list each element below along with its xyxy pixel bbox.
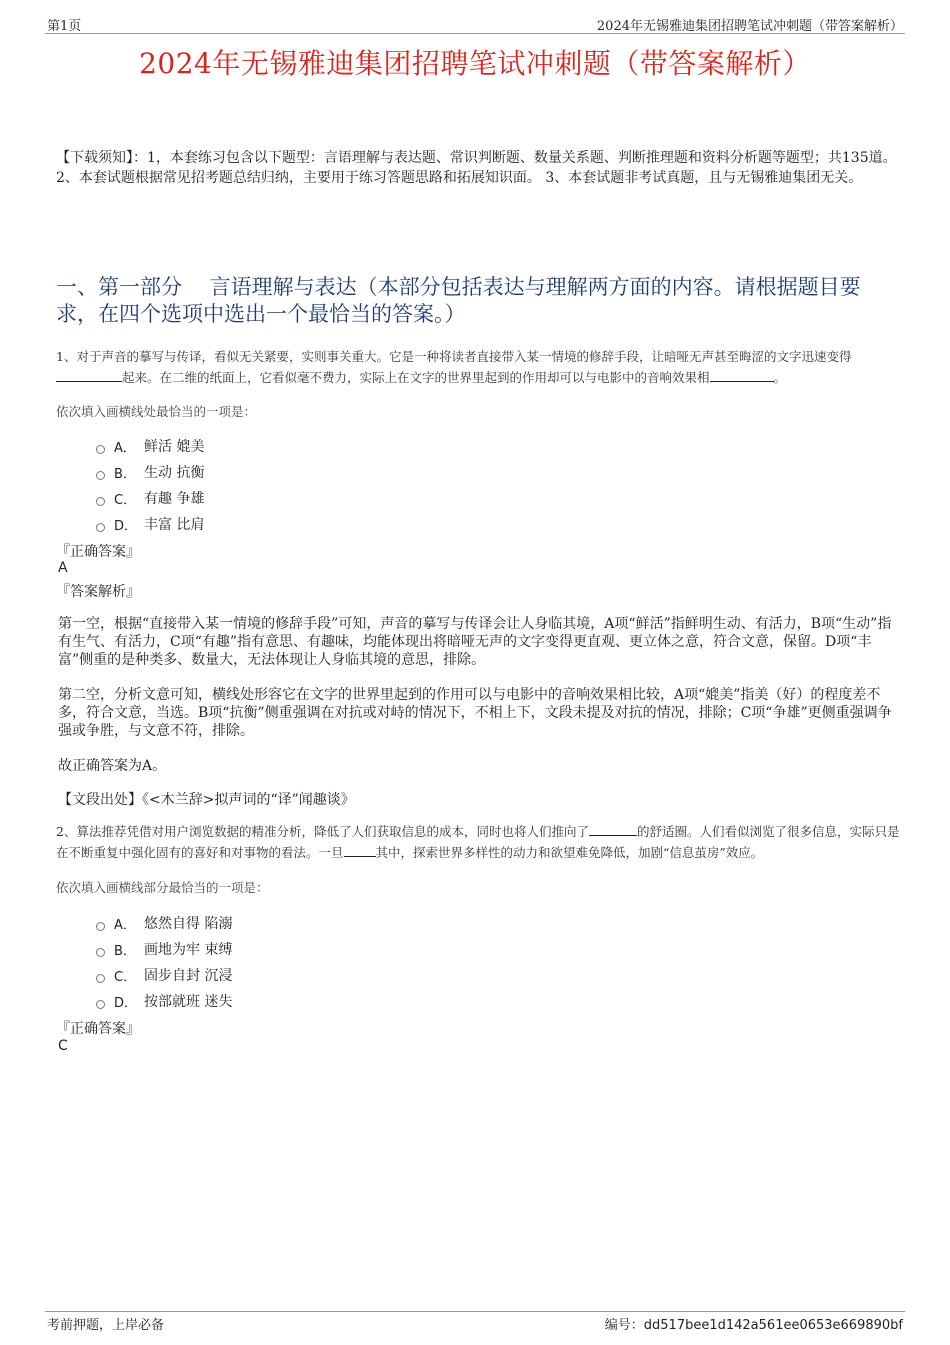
option-a[interactable] [96, 910, 232, 936]
option-text: 按部就班 迷失 [144, 994, 233, 1010]
question-2-options [96, 910, 232, 1014]
option-letter: B． [114, 943, 136, 959]
radio-icon[interactable] [96, 922, 105, 931]
footer-code [605, 1314, 903, 1333]
blank-line [56, 367, 122, 382]
option-text: 有趣 争雄 [144, 491, 205, 507]
analysis-label: 『答案解析』 [56, 584, 140, 600]
option-letter: D． [114, 518, 138, 534]
radio-icon[interactable] [96, 1000, 105, 1009]
option-letter: A． [114, 917, 136, 933]
option-text: 画地为牢 束缚 [144, 942, 233, 958]
question-1-text-a: 1、对于声音的摹写与传译，看似无关紧要，实则事关重大。它是一种将读者直接带入某一情境的修辞手段，让暗哑无声甚至晦涩的文字迅速变得 [56, 349, 852, 364]
analysis-paragraph-2: 第二空，分析文意可知，横线处形容它在文字的世界里起到的作用可以与电影中的音响效果相比较，A项“媲美”指美（好）的程度差不多，符合文意，当选。B项“抗衡”侧重强调在对抗或对峙的情况下，不相上下，文段未提及对抗的情况，排除；C项“争雄”更侧重强调争强或争胜，与文意不符，排除。 [58, 687, 892, 739]
answer-value: A [58, 560, 68, 576]
radio-icon[interactable] [96, 948, 105, 957]
question-2-prompt: 依次填入画横线部分最恰当的一项是： [56, 880, 269, 895]
question-1-options [96, 433, 204, 537]
header-page-number: 第1页 [47, 19, 82, 34]
blank-line [710, 367, 774, 382]
option-letter: A． [114, 440, 136, 456]
question-2-text-b: 的舒适圈。人们看似浏览了很多信息，实际只是在不断重复中强化固有的喜好和对事物的看法。一旦 [56, 824, 900, 860]
footer-slogan: 考前押题，上岸必备 [47, 1318, 165, 1333]
radio-icon[interactable] [96, 471, 105, 480]
option-a[interactable] [96, 433, 204, 459]
option-text: 鲜活 媲美 [144, 439, 205, 455]
option-text: 固步自封 沉浸 [144, 968, 233, 984]
blank-line [344, 842, 376, 857]
option-b[interactable] [96, 459, 204, 485]
analysis-paragraph-1: 第一空，根据“直接带入某一情境的修辞手段”可知，声音的摹写与传译会让人身临其境，A项“鲜活”指鲜明生动、有活力，B项“生动”指有生气、有活力，C项“有趣”指有意思、有趣味，均能体现出将暗哑无声的文字变得更直观、更立体之意，符合文意，保留。D项“丰富”侧重的是种类多、数量大，无法体现让人身临其境的意思，排除。 [58, 616, 892, 668]
option-letter: C． [114, 492, 137, 508]
option-letter: C． [114, 969, 137, 985]
header-doc-title: 2024年无锡雅迪集团招聘笔试冲刺题（带答案解析） [596, 19, 903, 34]
radio-icon[interactable] [96, 445, 105, 454]
question-1-stem [56, 346, 901, 388]
download-notice: 【下载须知】：1，本套练习包含以下题型：言语理解与表达题、常识判断题、数量关系题、判断推理题和资料分析题等题型；共135道。 2、本套试题根据常见招考题总结归纳，主要用于练习答题思路和拓展知识面。 3、本套试题非考试真题，且与无锡雅迪集团无关。 [56, 150, 897, 186]
footer-code-value: dd517bee1d142a561ee0653e669890bf [643, 1318, 903, 1333]
question-1-text-c: 。 [773, 370, 787, 385]
page-title: 2024年无锡雅迪集团招聘笔试冲刺题（带答案解析） [139, 47, 811, 80]
option-text: 生动 抗衡 [144, 465, 205, 481]
blank-line [589, 821, 637, 836]
option-text: 悠然自得 陷溺 [144, 916, 233, 932]
option-d[interactable] [96, 988, 232, 1014]
option-c[interactable] [96, 962, 232, 988]
radio-icon[interactable] [96, 497, 105, 506]
option-letter: D． [114, 995, 138, 1011]
question-1-text-b: 起来。在二维的纸面上，它看似毫不费力，实际上在文字的世界里起到的作用却可以与电影中的音响效果相 [122, 370, 710, 385]
header-divider [45, 33, 905, 34]
option-text: 丰富 比肩 [144, 517, 205, 533]
option-d[interactable] [96, 511, 204, 537]
passage-source: 【文段出处】《<木兰辞>拟声词的“译”闻趣谈》 [58, 792, 355, 808]
option-b[interactable] [96, 936, 232, 962]
question-1-prompt: 依次填入画横线处最恰当的一项是： [56, 404, 257, 419]
answer-label: 『正确答案』 [56, 544, 140, 560]
analysis-conclusion: 故正确答案为A。 [58, 758, 167, 774]
answer-value: C [58, 1038, 68, 1054]
section-heading: 一、第一部分 言语理解与表达（本部分包括表达与理解两方面的内容。请根据题目要求，在四个选项中选出一个最恰当的答案。） [56, 275, 861, 326]
footer-code-label: 编号： [604, 1318, 644, 1333]
answer-label: 『正确答案』 [56, 1021, 140, 1037]
radio-icon[interactable] [96, 974, 105, 983]
footer-divider [45, 1311, 905, 1312]
question-2-text-c: 其中，探索世界多样性的动力和欲望难免降低，加剧“信息茧房”效应。 [375, 845, 764, 860]
question-2-stem [56, 821, 901, 863]
question-2-text-a: 2、算法推荐凭借对用户浏览数据的精准分析，降低了人们获取信息的成本，同时也将人们推向了 [56, 824, 589, 839]
option-letter: B． [114, 466, 136, 482]
radio-icon[interactable] [96, 523, 105, 532]
option-c[interactable] [96, 485, 204, 511]
